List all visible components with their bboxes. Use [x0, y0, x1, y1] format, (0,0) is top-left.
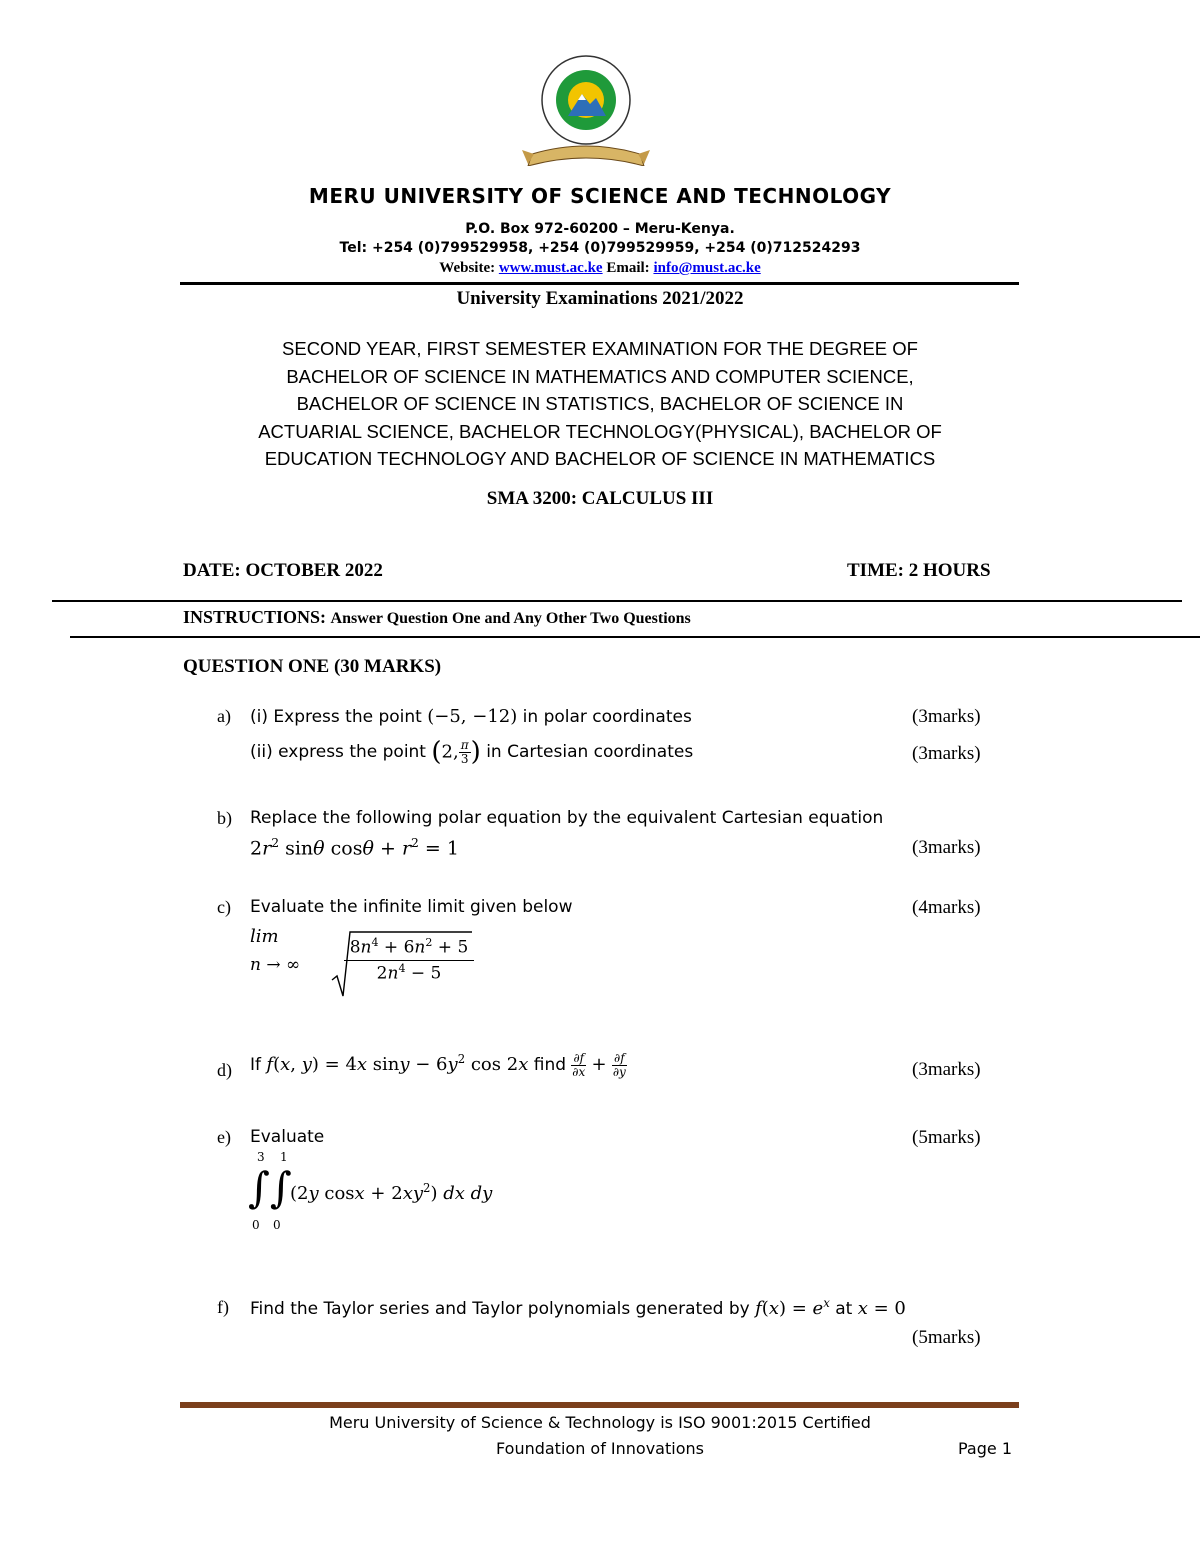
university-name: MERU UNIVERSITY OF SCIENCE AND TECHNOLOGY [308, 184, 892, 208]
degree-line: EDUCATION TECHNOLOGY AND BACHELOR OF SCIENCE IN MATHEMATICS [264, 448, 936, 469]
university-address: P.O. Box 972-60200 – Meru-Kenya. [465, 221, 735, 237]
limit-fraction [344, 936, 474, 983]
outer-lower-limit: 0 [252, 1218, 260, 1232]
left-paren: ( [431, 737, 442, 767]
fraction-numerator: π [460, 737, 469, 752]
university-logo [512, 54, 660, 166]
partial-f-y [612, 1052, 627, 1078]
instructions [183, 607, 691, 628]
degree-line: SECOND YEAR, FIRST SEMESTER EXAMINATION FOR THE DEGREE OF [282, 338, 918, 359]
instructions-label: INSTRUCTIONS: [183, 607, 327, 627]
limit-label: lim [250, 926, 279, 947]
part-b-marks: (3marks) [912, 837, 981, 858]
part-a-ii-marks: (3marks) [912, 743, 981, 764]
footer-rule [180, 1402, 1019, 1408]
degree-line: BACHELOR OF SCIENCE IN MATHEMATICS AND COMPUTER SCIENCE, [286, 365, 914, 387]
part-a-label: a) [217, 706, 231, 726]
plus-sign: + [591, 1054, 607, 1076]
website-label: Website: [439, 260, 496, 276]
partial-denominator: ∂y [612, 1064, 626, 1079]
part-e-text: Evaluate [250, 1127, 325, 1147]
part-a-i-suffix: in polar coordinates [522, 707, 692, 727]
part-a-i-text [250, 706, 692, 727]
fraction-denominator: 3 [460, 751, 469, 766]
partial-denominator: ∂x [572, 1064, 586, 1079]
part-a-ii-r: 2, [441, 741, 459, 763]
university-seal-icon [512, 54, 660, 166]
partial-f-x [571, 1052, 586, 1078]
university-tel: Tel: +254 (0)799529958, +254 (0)799529959, +254 (0)712524293 [339, 240, 861, 256]
part-d-if: If [250, 1055, 261, 1076]
limit-denominator: $2n^4 - 5$ [376, 961, 442, 984]
right-paren: ) [470, 737, 481, 767]
part-d-text [250, 1052, 627, 1078]
email-link[interactable]: info@must.ac.ke [653, 260, 761, 276]
inner-lower-limit: 0 [273, 1218, 281, 1232]
part-e-label: e) [217, 1127, 231, 1147]
part-e-marks: (5marks) [912, 1127, 981, 1148]
part-c-text: Evaluate the infinite limit given below [250, 897, 573, 917]
header-divider [180, 282, 1019, 285]
part-a-i-point: (−5, −12) [427, 706, 518, 727]
degree-line: ACTUARIAL SCIENCE, BACHELOR TECHNOLOGY(PHYSICAL), BACHELOR OF [258, 420, 942, 442]
part-b-label: b) [217, 808, 232, 828]
part-f-label: f) [217, 1297, 229, 1317]
course-title: SMA 3200: CALCULUS III [486, 488, 714, 509]
part-d-marks: (3marks) [912, 1059, 981, 1080]
part-a-i-prefix: (i) Express the point [250, 707, 422, 727]
part-a-ii-text [250, 737, 693, 767]
pi-over-3-fraction [459, 739, 471, 765]
degree-title [0, 335, 1200, 473]
evaluation-point: x = 0 [857, 1298, 906, 1319]
part-d-label: d) [217, 1060, 232, 1080]
part-c-label: c) [217, 897, 231, 917]
double-integral-sign: ∫∫ [248, 1163, 292, 1212]
part-b-text: Replace the following polar equation by the equivalent Cartesian equation [250, 808, 884, 828]
part-f-prefix: Find the Taylor series and Taylor polynomials generated by [250, 1299, 750, 1319]
part-a-ii-suffix: in Cartesian coordinates [486, 742, 694, 762]
exam-session: University Examinations 2021/2022 [456, 288, 744, 309]
university-contact [0, 260, 1200, 277]
email-label: Email: [606, 260, 650, 276]
exam-time: TIME: 2 HOURS [847, 560, 991, 581]
part-a-ii-prefix: (ii) express the point [250, 742, 426, 762]
part-f-marks: (5marks) [912, 1327, 981, 1348]
footer-motto: Foundation of Innovations [496, 1439, 704, 1458]
inner-upper-limit: 1 [280, 1150, 288, 1164]
function-definition: f(x, y) = 4x $\sin y - 6y^2$ cos 2x [266, 1052, 529, 1076]
integrand: (2y $\cos x + 2xy^2$) dx dy [290, 1181, 493, 1204]
exam-date: DATE: OCTOBER 2022 [183, 560, 383, 581]
instructions-text: Answer Question One and Any Other Two Questions [330, 610, 691, 627]
polar-equation: $2r^2$ sinθ $\cos\theta + r^2 = 1$ [250, 836, 459, 860]
part-f-text [250, 1296, 906, 1319]
part-c-marks: (4marks) [912, 897, 981, 918]
website-link[interactable]: www.must.ac.ke [498, 260, 603, 276]
outer-upper-limit: 3 [257, 1150, 265, 1164]
part-d-find: find [533, 1055, 567, 1076]
partial-numerator: ∂f [614, 1051, 625, 1065]
degree-line: BACHELOR OF SCIENCE IN STATISTICS, BACHELOR OF SCIENCE IN [296, 393, 904, 414]
limit-numerator: $8n^4 + 6n^2 + 5$ [344, 936, 474, 961]
part-f-at: at [835, 1299, 853, 1319]
footer-certification: Meru University of Science & Technology is ISO 9001:2015 Certified [329, 1413, 871, 1432]
part-a-i-marks: (3marks) [912, 706, 981, 727]
limit-variable: n → ∞ [250, 955, 301, 975]
page-number: Page 1 [958, 1439, 1012, 1458]
exponential-function: $f(x) = e^x$ [755, 1296, 830, 1319]
partial-numerator: ∂f [573, 1051, 585, 1065]
date-divider [52, 600, 1182, 602]
question-one-title: QUESTION ONE (30 MARKS) [183, 656, 442, 677]
instructions-divider [70, 636, 1200, 638]
